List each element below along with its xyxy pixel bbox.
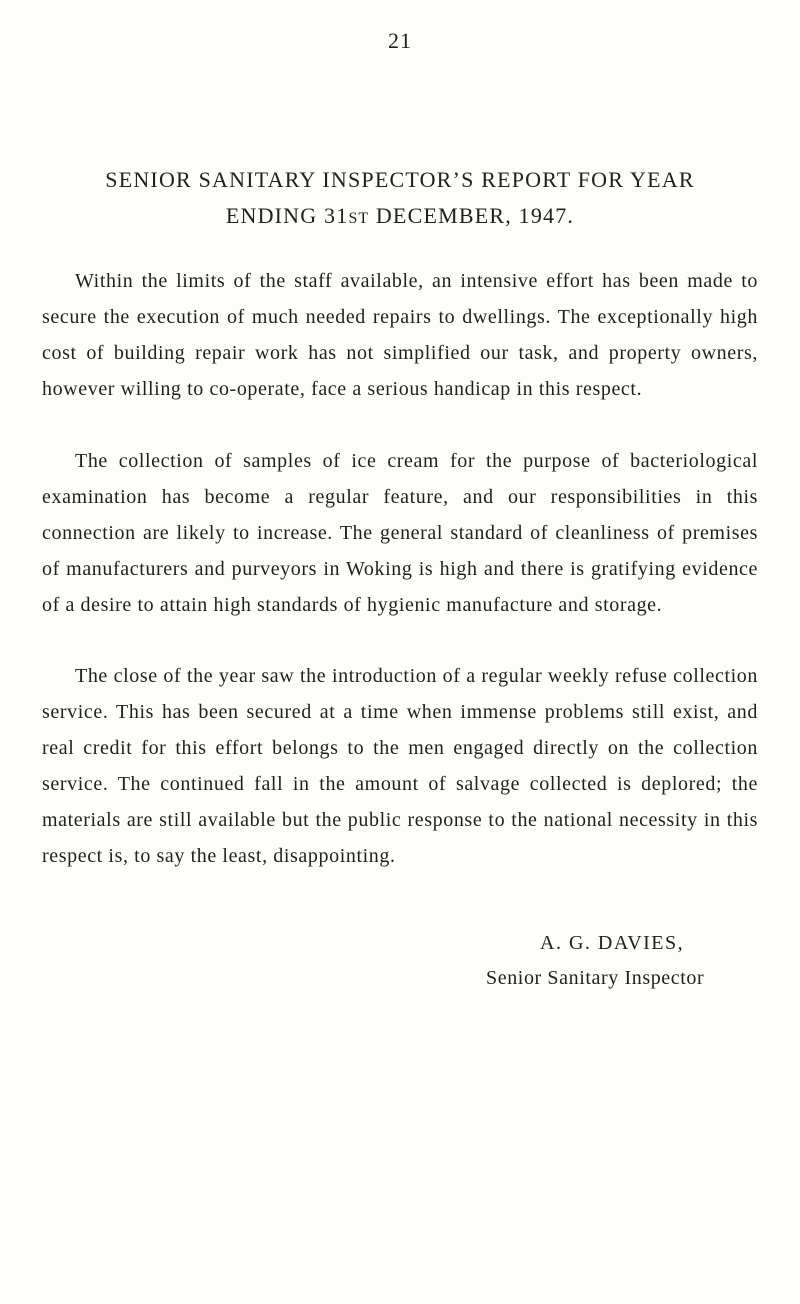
page-number: 21 <box>388 28 412 53</box>
paragraph-refuse-collection: The close of the year saw the introduction of a regular weekly refuse collection service. This has been secured at a time when immense problems still exist, and real credit for this effort belongs to the men engaged directly on the collection service. The continued fall in the amount of salvage collected is deplored; the materials are still available but the public response to the national necessity in this respect is, to say the least, disappointing. <box>42 665 758 867</box>
signature-title: Senior Sanitary Inspector <box>486 967 705 989</box>
report-title-line-2-start: ENDING 31 <box>225 203 349 228</box>
report-title-ordinal-suffix: ST <box>348 210 370 227</box>
paragraph-repairs: Within the limits of the staff available, an intensive effort has been made to secure the execution of much needed repairs to dwellings. The exceptionally high cost of building repair work has not simplified our task, and property owners, however willing to co-operate, face a serious handicap in this respect. <box>42 270 758 400</box>
report-title-line-2 <box>42 198 758 237</box>
report-title-line-1: SENIOR SANITARY INSPECTOR’S REPORT FOR YEAR <box>105 167 695 192</box>
paragraph-ice-cream: The collection of samples of ice cream for the purpose of bacteriological examination has become a regular feature, and our responsibilities in this connection are likely to increase. The general standard of cleanliness of premises of manufacturers and purveyors in Woking is high and there is gratifying evidence of a desire to attain high standards of hygienic manufacture and storage. <box>42 450 758 616</box>
report-title-line-2-end: DECEMBER, 1947. <box>369 203 575 228</box>
report-title <box>42 162 758 237</box>
signature-name: A. G. DAVIES, <box>540 932 685 954</box>
